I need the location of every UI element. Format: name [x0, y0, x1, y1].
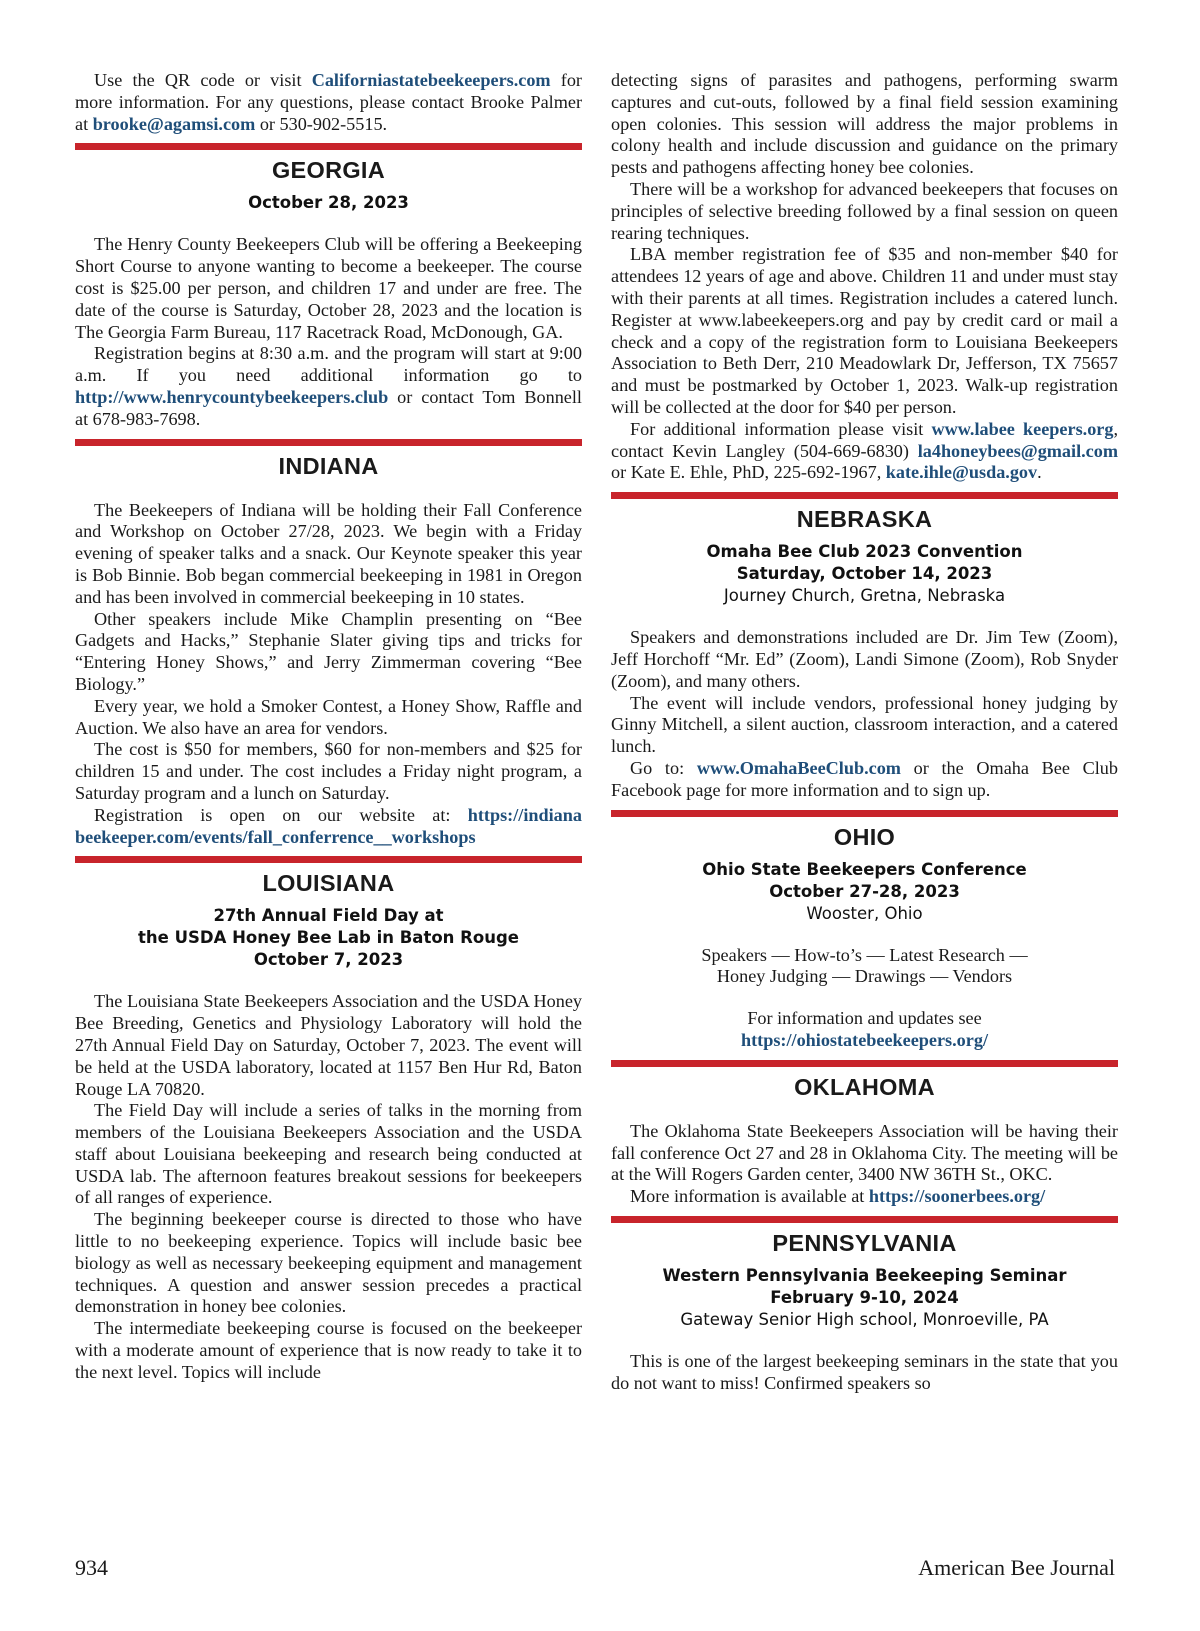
nebraska-sub-line-2: Saturday, October 14, 2023 [736, 564, 993, 584]
kate-ihle-email-link[interactable]: kate.ihle@usda.gov [885, 462, 1038, 483]
pennsylvania-paragraph-1: This is one of the largest beekeeping seminars in the state that you do not want to miss! Confirmed speakers so [611, 1350, 1118, 1393]
pennsylvania-sub-line-1: Western Pennsylvania Beekeeping Seminar [662, 1265, 1067, 1285]
text: For additional information please visit [630, 418, 932, 439]
ohio-heading: OHIO [833, 823, 896, 850]
nebraska-subheading [611, 541, 1118, 607]
la4honeybees-email-link[interactable]: la4honeybees@gmail.com [917, 440, 1118, 461]
text: or the Omaha Bee Club Facebook page for more information and to sign up. [611, 757, 1118, 800]
ohio-sub-line-3: Wooster, Ohio [806, 903, 923, 923]
georgia-subheading [75, 192, 582, 214]
nebraska-sub-line-1: Omaha Bee Club 2023 Convention [706, 542, 1023, 562]
louisiana-continued-paragraph-1: detecting signs of parasites and pathogens, performing swarm captures and cut-outs, followed by a final field session examining open colonies. This session will address the major problems in colony health and include discussion and guidance on the primary pests and pathogens affecting honey bee colonies. [611, 70, 1118, 178]
pennsylvania-heading: PENNSYLVANIA [772, 1229, 957, 1256]
louisiana-heading: LOUISIANA [262, 870, 395, 897]
georgia-heading: GEORGIA [271, 157, 386, 184]
indiana-paragraph-2: Other speakers include Mike Champlin presenting on “Bee Gadgets and Hacks,” Stephanie Slater giving tips and tricks for “Entering Honey Shows,” and Jerry Zimmerman covering “Bee Biology.” [75, 608, 582, 694]
labee-website-link[interactable]: www.labee keepers.org [931, 418, 1114, 439]
pennsylvania-sub-line-3: Gateway Senior High school, Monroeville, PA [680, 1309, 1049, 1329]
section-divider [75, 856, 582, 863]
right-column [611, 70, 1118, 1394]
louisiana-paragraph-2: The Field Day will include a series of talks in the morning from members of the Louisiana Beekeepers Association and the USDA staff about Louisiana beekeeping and research being conducted at USDA lab. The afternoon features breakout sessions for beekeepers of all ranges of experience. [75, 1100, 582, 1208]
ohio-topics-line-1: Speakers — How-to’s — Latest Research — [701, 944, 1028, 965]
indiana-paragraph-4: The cost is $50 for members, $60 for non-members and $25 for children 15 and under. The cost includes a Friday night program, a Saturday program and a lunch on Saturday. [75, 739, 582, 803]
text: or 530-902-5515. [255, 113, 388, 134]
louisiana-continued-paragraph-4 [611, 419, 1118, 484]
henry-county-link[interactable]: http://www.henrycountybeekeepers.club [75, 386, 389, 407]
california-website-link[interactable]: Californiastatebeekeepers.com [311, 70, 551, 90]
oklahoma-heading: OKLAHOMA [794, 1073, 935, 1100]
louisiana-paragraph-3: The beginning beekeeper course is directed to those who have little to no beekeeping experience. Topics will include basic bee biology as well as necessary beekeeping equipment and management techniques. A question and answer session precedes a practical demonstration in honey bee colonies. [75, 1209, 582, 1317]
text: Go to: [630, 757, 697, 778]
louisiana-sub-line-2: the USDA Honey Bee Lab in Baton Rouge [138, 928, 519, 948]
section-divider [611, 1216, 1118, 1223]
ohio-sub-line-2: October 27-28, 2023 [769, 881, 960, 901]
publication-name: American Bee Journal [918, 1555, 1115, 1580]
pennsylvania-subheading [611, 1265, 1118, 1331]
section-divider [611, 492, 1118, 499]
left-column [75, 70, 582, 1384]
section-divider [611, 810, 1118, 817]
text: More information is available at [630, 1186, 869, 1207]
pennsylvania-sub-line-2: February 9-10, 2024 [770, 1287, 959, 1307]
louisiana-sub-line-3: October 7, 2023 [253, 950, 404, 970]
nebraska-sub-line-3: Journey Church, Gretna, Nebraska [723, 586, 1006, 606]
indiana-registration-link[interactable]: https://indiana beekeeper.com/events/fall_conferrence__workshops [75, 804, 582, 847]
louisiana-paragraph-4: The intermediate beekeeping course is focused on the beekeeper with a moderate amount of experience that is now ready to take it to the next level. Topics will include [75, 1318, 582, 1382]
california-contact-paragraph [75, 70, 582, 135]
soonerbees-link[interactable]: https://soonerbees.org/ [868, 1186, 1046, 1207]
text: for more information. For any questions, please contact Brooke Palmer at [75, 70, 582, 134]
omaha-bee-club-link[interactable]: www.OmahaBeeClub.com [696, 757, 901, 778]
text: or contact Tom Bonnell at 678-983-7698. [75, 386, 582, 429]
louisiana-continued-paragraph-2: There will be a workshop for advanced beekeepers that focuses on principles of selective breeding followed by a final session on queen rearing techniques. [611, 178, 1118, 243]
section-divider [75, 439, 582, 446]
indiana-paragraph-5 [75, 805, 582, 849]
georgia-paragraph-1: The Henry County Beekeepers Club will be offering a Beekeeping Short Course to anyone wanting to become a beekeeper. The course cost is $25.00 per person, and children 17 and under are free. The date of the course is Saturday, October 28, 2023 and the location is The Georgia Farm Bureau, 117 Racetrack Road, McDonough, GA. [75, 234, 582, 342]
louisiana-paragraph-1: The Louisiana State Beekeepers Association and the USDA Honey Bee Breeding, Genetics and Physiology Laboratory will hold the 27th Annual Field Day on Saturday, October 7, 2023. The event will be held at the USDA laboratory, located at 1157 Ben Hur Rd, Baton Rouge LA 70820. [75, 991, 582, 1099]
page-number: 934 [75, 1555, 108, 1580]
text: or Kate E. Ehle, PhD, 225-692-1967, [611, 462, 886, 483]
indiana-heading: INDIANA [278, 452, 379, 479]
indiana-paragraph-1: The Beekeepers of Indiana will be holding their Fall Conference and Workshop on October 27/28, 2023. We begin with a Friday evening of speaker talks and a snack. Our Keynote speaker this year is Bob Binnie. Bob began commercial beekeeping in 1981 in Oregon and has been involved in commercial beekeeping in 10 states. [75, 499, 582, 607]
indiana-paragraph-3: Every year, we hold a Smoker Contest, a Honey Show, Raffle and Auction. We also have an area for vendors. [75, 695, 582, 738]
georgia-date: October 28, 2023 [248, 193, 409, 213]
ohio-sub-line-1: Ohio State Beekeepers Conference [702, 859, 1027, 879]
ohio-topics-line-2: Honey Judging — Drawings — Vendors [716, 966, 1013, 987]
nebraska-paragraph-3 [611, 758, 1118, 802]
louisiana-sub-line-1: 27th Annual Field Day at [213, 906, 444, 926]
louisiana-continued-paragraph-3: LBA member registration fee of $35 and non-member $40 for attendees 12 years of age and above. Children 11 and under must stay with their parents at all times. Registration includes a catered lunch. Register at www.labeekeepers.org and pay by credit card or mail a check and a copy of the registration form to Louisiana Beekeepers Association to Beth Derr, 210 Meadowlark Dr, Jefferson, TX 75657 and must be postmarked by October 1, 2023. Walk-up registration will be collected at the door for $40 per person. [611, 244, 1118, 417]
text: Use the QR code or visit [94, 70, 312, 90]
ohio-info-line: For information and updates see [747, 1008, 982, 1029]
text: . [1037, 462, 1042, 483]
ohio-website-link[interactable]: https://ohiostatebeekeepers.org/ [740, 1029, 988, 1050]
oklahoma-paragraph-1: The Oklahoma State Beekeepers Association will be having their fall conference Oct 27 and 28 in Oklahoma City. The meeting will be at the Will Rogers Garden center, 3400 NW 36TH St., OKC. [611, 1120, 1118, 1185]
california-email-link[interactable]: brooke@agamsi.com [92, 113, 256, 134]
nebraska-heading: NEBRASKA [796, 506, 933, 533]
ohio-subheading [611, 859, 1118, 925]
nebraska-paragraph-2: The event will include vendors, professional honey judging by Ginny Mitchell, a silent auction, classroom interaction, and a catered lunch. [611, 692, 1118, 757]
georgia-paragraph-2 [75, 343, 582, 430]
text: , contact Kevin Langley (504-669-6830) [611, 418, 1118, 461]
ohio-link-line [611, 1030, 1118, 1052]
text: Registration is open on our website at: [94, 804, 468, 825]
text: Registration begins at 8:30 a.m. and the program will start at 9:00 a.m. If you need additional information go to [75, 343, 582, 386]
section-divider [611, 1060, 1118, 1067]
oklahoma-paragraph-2 [611, 1186, 1118, 1208]
nebraska-paragraph-1: Speakers and demonstrations included are Dr. Jim Tew (Zoom), Jeff Horchoff “Mr. Ed” (Zoom), Landi Simone (Zoom), Rob Snyder (Zoom), and many others. [611, 627, 1118, 691]
section-divider [75, 143, 582, 150]
louisiana-subheading [75, 905, 582, 971]
